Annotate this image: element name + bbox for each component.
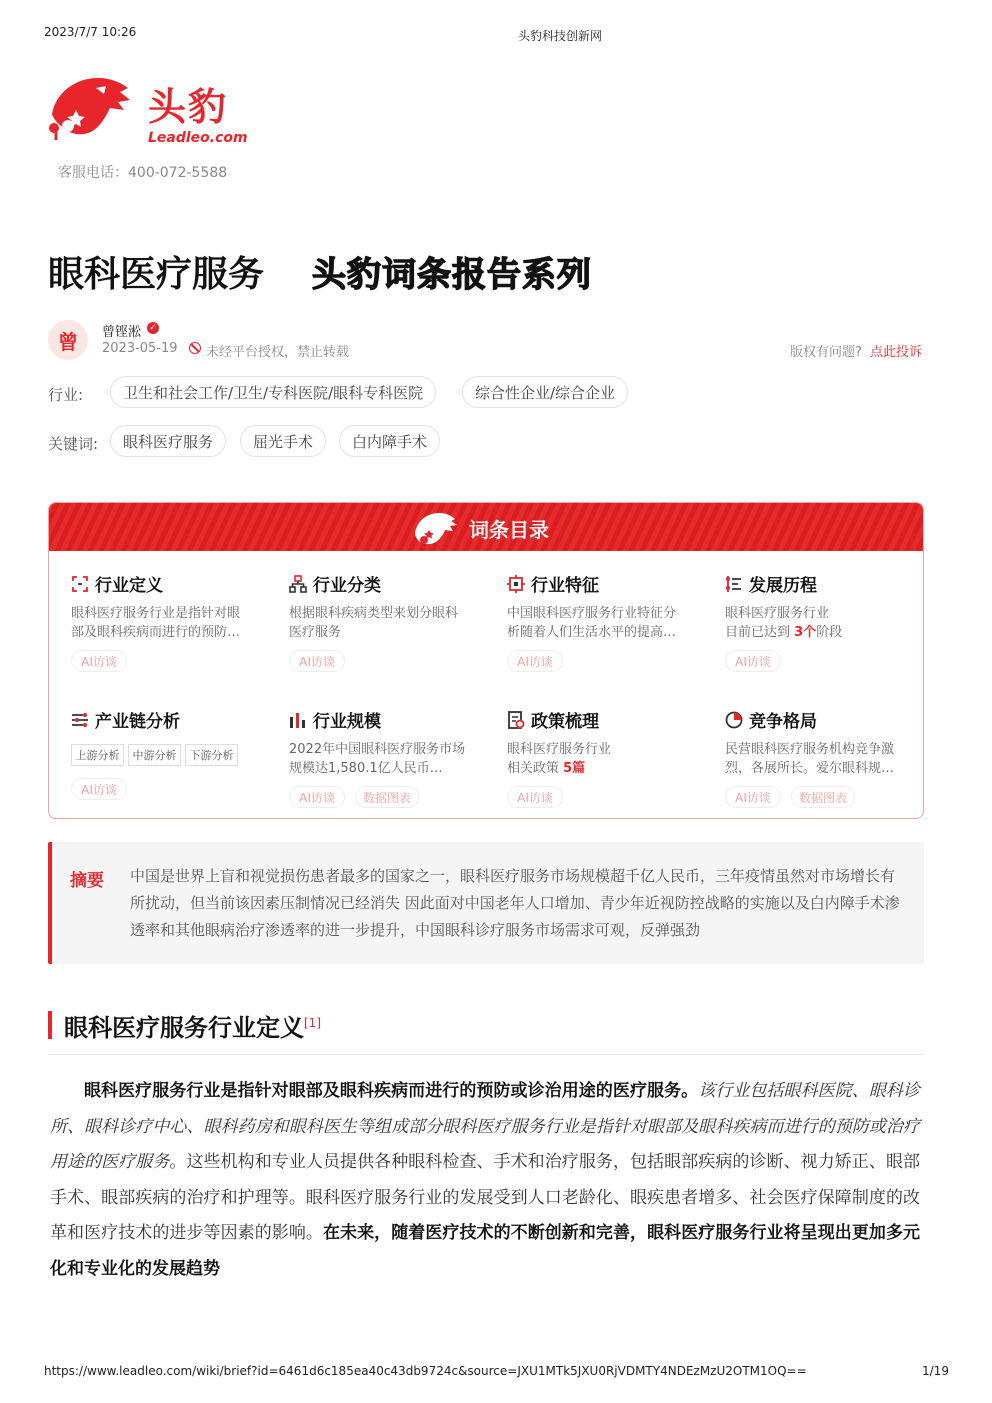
copyright-question: 版权有问题?: [790, 345, 862, 360]
ai-interview-pill[interactable]: AI访谈: [507, 786, 563, 808]
ai-interview-pill[interactable]: AI访谈: [725, 786, 781, 808]
report-series: 头豹词条报告系列: [312, 255, 592, 295]
section-title-text: 眼科医疗服务行业定义: [64, 1014, 304, 1042]
abstract-box: [48, 842, 924, 964]
toc-item-desc-line2: [725, 623, 905, 642]
toc-item-competition[interactable]: [725, 707, 905, 808]
policy-count: 5篇: [563, 761, 586, 776]
toc-item-desc: 眼科医疗服务行业是指针对眼部及眼科疾病而进行的预防…: [71, 606, 241, 640]
toc-item-title: 发展历程: [749, 576, 817, 596]
ai-interview-pill[interactable]: AI访谈: [507, 650, 563, 672]
toc-item-desc-line2: [507, 759, 687, 778]
section-divider: [48, 1054, 924, 1055]
toc-item-title: 政策梳理: [531, 712, 599, 732]
toc-item-title: 行业定义: [95, 576, 163, 596]
brand-name-en: Leadleo.com: [148, 130, 248, 146]
pie-chart-icon: [725, 711, 743, 729]
toc-item-title: 行业分类: [313, 576, 381, 596]
toc-item-desc: 2022年中国眼科医疗服务市场规模达1,580.1亿人民币…: [289, 742, 466, 776]
no-repost-icon: [189, 342, 201, 354]
customer-hotline: 客服电话：400-072-5588: [58, 165, 228, 181]
toc-item-scale[interactable]: [289, 707, 469, 808]
feature-icon: [507, 575, 525, 593]
bar-chart-icon: [289, 711, 307, 729]
toc-item-desc: [725, 604, 905, 642]
toc-item-policy[interactable]: [507, 707, 687, 808]
toc-item-title: 行业特征: [531, 576, 599, 596]
toc-item-title: 行业规模: [313, 712, 381, 732]
bold-lead: 眼科医疗服务行业是指针对眼部及眼科疾病而进行的预防或诊治用途的医疗服务。: [84, 1081, 699, 1101]
industry-tag[interactable]: 卫生和社会工作/卫生/专科医院/眼科专科医院: [110, 376, 436, 408]
toc-item-desc: 民营眼科医疗服务机构竞争激烈，各展所长。爱尔眼科规…: [725, 742, 895, 776]
complaint-link[interactable]: 点此投诉: [870, 345, 923, 360]
toc-item-desc-line1: 眼科医疗服务行业: [725, 606, 830, 621]
data-chart-pill[interactable]: 数据图表: [355, 786, 419, 808]
ai-interview-pill[interactable]: AI访谈: [289, 786, 345, 808]
policy-icon: [507, 711, 525, 729]
toc-item-desc: [507, 740, 687, 778]
upstream-button[interactable]: 上游分析: [71, 744, 124, 766]
timeline-icon: [725, 575, 743, 593]
section-accent-bar: [48, 1011, 52, 1039]
keyword-tag[interactable]: 白内障手术: [339, 425, 440, 457]
ai-interview-pill[interactable]: AI访谈: [725, 650, 781, 672]
definition-paragraph: [50, 1074, 920, 1287]
leopard-logo-icon: [46, 70, 136, 142]
toc-item-classification[interactable]: [289, 571, 469, 672]
toc-item-definition[interactable]: [71, 571, 251, 672]
reference-link[interactable]: [1]: [304, 1016, 321, 1030]
hierarchy-icon: [289, 575, 307, 593]
italic-segment: 该行业包括眼科医院、眼科诊所、眼科诊疗中心、眼科药房和眼科医生等组成部分眼科医疗服务行业是指针对眼部及眼科疾病而进行的预防或治疗用途的医疗服务: [50, 1081, 920, 1172]
toc-item-desc-line1: 眼科医疗服务行业: [507, 742, 612, 757]
toc-item-desc: 中国眼科医疗服务行业特征分析随着人们生活水平的提高…: [507, 606, 677, 640]
toc-item-title: 产业链分析: [95, 712, 180, 732]
toc-item-desc: 根据眼科疾病类型来划分眼科医疗服务: [289, 606, 459, 640]
print-site-title: 头豹科技创新网: [518, 29, 603, 43]
toc-item-history[interactable]: [725, 571, 905, 672]
plain-segment: 。这些机构和专业人员提供各种眼科检查、手术和治疗服务，包括眼部疾病的诊断、视力矫正、眼部手术、眼部疾病的治疗和护理等。眼科医疗服务行业的发展受到人口老龄化、眼疾患者增多、社会医疗保障制度的改革和医疗技术的进步等因素的影响。: [50, 1152, 920, 1243]
toc-leopard-icon: [411, 507, 459, 549]
data-chart-pill[interactable]: 数据图表: [791, 786, 855, 808]
ai-interview-pill[interactable]: AI访谈: [71, 650, 127, 672]
publish-date: 2023-05-19: [102, 341, 178, 356]
bold-conclusion: 在未来，随着医疗技术的不断创新和完善，眼科医疗服务行业将呈现出更加多元化和专业化的发展趋势: [50, 1223, 921, 1279]
toc-card: [48, 502, 924, 819]
section-title: [64, 1008, 321, 1043]
keyword-tag[interactable]: 屈光手术: [240, 425, 326, 457]
toc-item-title: 竞争格局: [749, 712, 817, 732]
definition-icon: [71, 575, 89, 593]
keywords-label: 关键词:: [48, 435, 99, 453]
desc-suffix: 阶段: [816, 625, 843, 640]
brand-name-cn: 头豹: [148, 85, 229, 129]
author-avatar[interactable]: 曾: [48, 320, 88, 360]
license-note: 未经平台授权，禁止转载: [206, 345, 350, 360]
chain-buttons: [71, 744, 238, 766]
verified-badge-icon: ✓: [147, 322, 159, 334]
page-number: 1/19: [922, 1364, 949, 1378]
abstract-label: 摘要: [70, 871, 104, 891]
desc-prefix: 相关政策: [507, 761, 564, 776]
desc-prefix: 目前已达到: [725, 625, 795, 640]
industry-tag[interactable]: 综合性企业/综合企业: [462, 376, 628, 408]
ai-interview-pill[interactable]: AI访谈: [71, 778, 127, 800]
author-name[interactable]: 曾铿淞: [102, 325, 142, 340]
ai-interview-pill[interactable]: AI访谈: [289, 650, 345, 672]
downstream-button[interactable]: 下游分析: [185, 744, 238, 766]
toc-item-chain[interactable]: [71, 707, 238, 800]
chain-icon: [71, 711, 89, 729]
stage-count: 3个: [794, 625, 817, 640]
abstract-text: 中国是世界上盲和视觉损伤患者最多的国家之一，眼科医疗服务市场规模超千亿人民币，三年疫情虽然对市场增长有所扰动，但当前该因素压制情况已经消失 因此面对中国老年人口增加、青少年近视防控战略的实施以及白内障手术渗透率和其他眼病治疗渗透率的进一步提升，中国眼科诊疗服务市场需求可观，反弹强劲: [130, 867, 900, 939]
print-datetime: 2023/7/7 10:26: [44, 25, 137, 39]
industry-label: 行业:: [48, 386, 84, 404]
report-title: 眼科医疗服务: [48, 254, 265, 295]
footer-url: https://www.leadleo.com/wiki/brief?id=6461d6c185ea40c43db9724c&source=JXU1MTk5JXU0RjVDMTY4NDEzMzU2OTM1OQ==: [44, 1364, 807, 1378]
midstream-button[interactable]: 中游分析: [128, 744, 181, 766]
toc-title: 词条目录: [469, 518, 549, 542]
keyword-tag[interactable]: 眼科医疗服务: [110, 425, 226, 457]
toc-item-features[interactable]: [507, 571, 687, 672]
